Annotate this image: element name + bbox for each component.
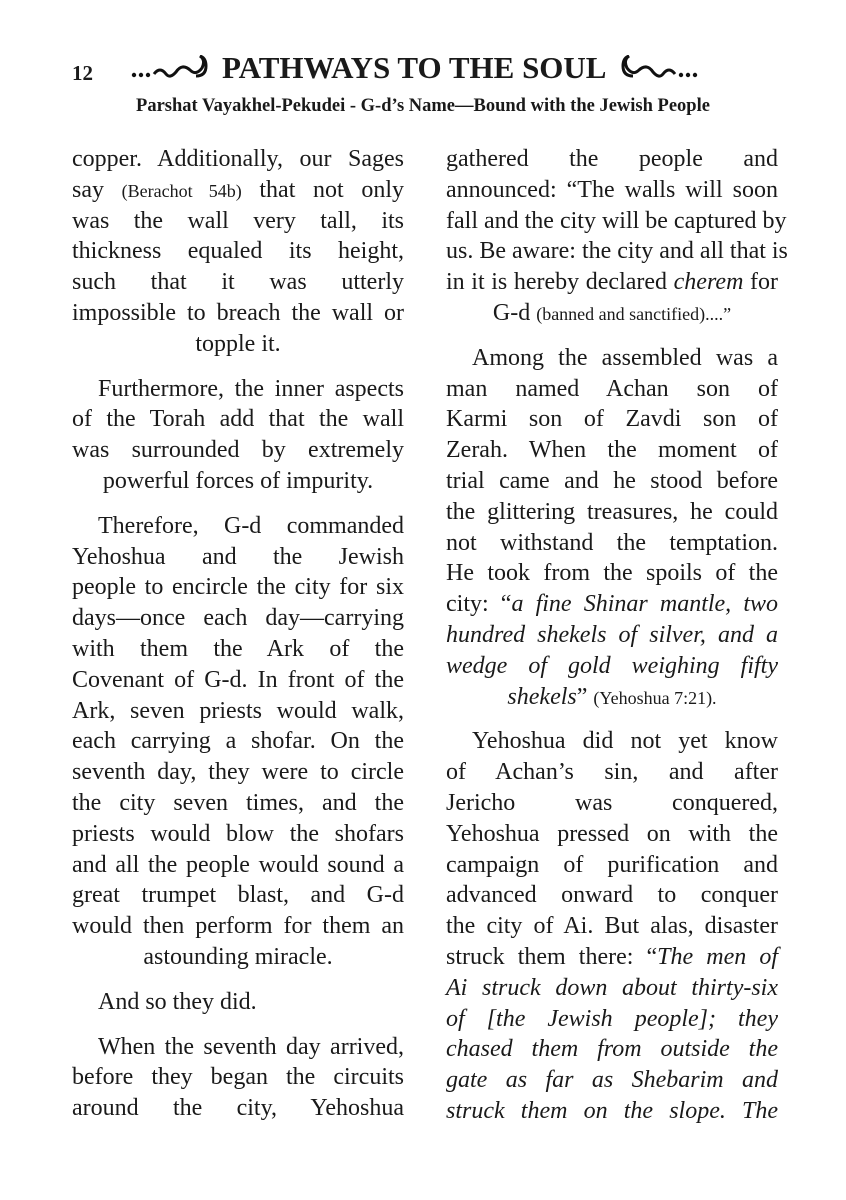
text-segment: astounding miracle. [143, 943, 333, 970]
paragraph [72, 511, 404, 973]
text-segment: great trumpet blast, and G-d [72, 882, 404, 909]
italic-text: shekels [507, 683, 577, 710]
text-line [446, 175, 778, 206]
paragraph [72, 987, 404, 1018]
text-segment: trial came and he stood before [446, 467, 778, 494]
text-segment: such that it was utterly [72, 269, 404, 296]
italic-text: Ai struck down about thirty-six [446, 974, 778, 1001]
chapter-subtitle: Parshat Vayakhel-Pekudei - G-d’s Name—Bound with the Jewish People [136, 96, 710, 116]
text-line [446, 682, 778, 713]
paragraph [72, 1032, 404, 1124]
text-line [446, 850, 778, 881]
text-line [446, 757, 778, 788]
left-column [72, 144, 404, 1138]
text-line [72, 542, 404, 573]
text-line [72, 757, 404, 788]
text-line [446, 589, 778, 620]
text-segment: the glittering treasures, he could [446, 498, 778, 525]
running-header [130, 50, 720, 86]
text-segment: was surrounded by extremely [72, 437, 404, 464]
text-line [72, 572, 404, 603]
paragraph [446, 144, 788, 329]
ornament-right-icon [613, 55, 699, 81]
text-segment: that not only [241, 176, 404, 203]
text-segment: Covenant of G-d. In front of the [72, 666, 404, 693]
text-segment: Zerah. When the moment of [446, 437, 778, 464]
text-segment: in it is hereby declared [446, 269, 674, 296]
paragraph [446, 343, 778, 713]
text-line [446, 911, 778, 942]
text-segment: man named Achan son of [446, 375, 778, 402]
text-line [72, 236, 404, 267]
text-line [446, 404, 778, 435]
text-segment: of Achan’s sin, and after [446, 759, 778, 786]
text-segment: and all the people would sound a [72, 851, 404, 878]
text-line [446, 343, 778, 374]
text-segment: Among the assembled was a [472, 344, 778, 371]
citation: (Berachot 54b) [121, 180, 242, 201]
text-segment: campaign of purification and [446, 851, 778, 878]
text-segment: Yehoshua pressed on with the [446, 820, 778, 847]
text-line [446, 558, 778, 589]
citation: (Yehoshua 7:21). [593, 687, 717, 708]
text-line [446, 144, 778, 175]
text-segment: Furthermore, the inner aspects [98, 375, 404, 402]
text-segment: gathered the people and [446, 146, 778, 172]
text-line [446, 880, 778, 911]
text-segment: Therefore, G-d commanded [98, 512, 404, 539]
text-segment: impossible to breach the wall or [72, 299, 404, 326]
page-number: 12 [72, 61, 93, 85]
text-line [72, 329, 404, 360]
text-line [72, 144, 404, 175]
italic-text: chased them from outside the [446, 1036, 778, 1063]
text-line [72, 175, 404, 206]
text-line [446, 374, 778, 405]
text-segment: with them the Ark of the [72, 635, 404, 662]
text-segment: us. Be aware: the city and all that is [446, 238, 788, 265]
text-segment: around the city, Yehoshua [72, 1095, 404, 1122]
text-line [446, 620, 778, 651]
citation: (banned and sanctified)....” [536, 303, 732, 324]
text-segment: Yehoshua and the Jewish [72, 543, 404, 570]
text-segment: say [72, 176, 122, 203]
text-line [72, 374, 404, 405]
text-line [446, 497, 778, 528]
italic-text: hundred shekels of silver, and a [446, 621, 778, 648]
text-line [72, 788, 404, 819]
text-line [72, 511, 404, 542]
italic-text: The men of [657, 943, 778, 970]
text-segment: for [743, 269, 779, 296]
text-segment: people to encircle the city for six [72, 574, 404, 601]
ornament-left-icon [130, 55, 216, 81]
text-segment: the city of Ai. But alas, disaster [446, 913, 778, 940]
italic-text: struck them on the slope. The [446, 1097, 778, 1124]
text-line [446, 435, 778, 466]
text-segment: topple it. [195, 330, 281, 357]
text-segment: Ark, seven priests would walk, [72, 697, 404, 724]
text-line [72, 987, 404, 1018]
text-segment: not withstand the temptation. [446, 529, 778, 556]
paragraph [446, 726, 778, 1126]
text-line [72, 726, 404, 757]
text-line [72, 911, 404, 942]
text-segment: struck them there: “ [446, 943, 658, 970]
text-line [446, 788, 778, 819]
text-segment: And so they did. [98, 988, 257, 1015]
text-line [446, 1065, 778, 1096]
text-line [72, 466, 404, 497]
text-line [72, 435, 404, 466]
text-line [446, 942, 778, 973]
text-line [446, 528, 778, 559]
text-segment: would then perform for them an [72, 913, 404, 940]
text-line [446, 1096, 778, 1127]
text-line [72, 1032, 404, 1063]
text-segment: Karmi son of Zavdi son of [446, 406, 778, 433]
text-segment: days—once each day—carrying [72, 605, 404, 632]
text-line [72, 206, 404, 237]
text-line [72, 404, 404, 435]
text-segment: the city seven times, and the [72, 789, 404, 816]
text-segment: copper. Additionally, our Sages [72, 146, 404, 172]
text-segment: before they began the circuits [72, 1064, 404, 1091]
text-segment: of the Torah add that the wall [72, 406, 404, 433]
text-line [446, 267, 778, 298]
text-line [446, 236, 788, 267]
text-line [72, 267, 404, 298]
paragraph [72, 374, 404, 497]
text-line [446, 819, 778, 850]
text-line [72, 634, 404, 665]
text-line [446, 1004, 778, 1035]
text-segment: was the wall very tall, its [72, 207, 404, 234]
text-line [446, 726, 778, 757]
text-segment: announced: “The walls will soon [446, 176, 778, 203]
text-segment: He took from the spoils of the [446, 560, 778, 587]
text-line [72, 665, 404, 696]
text-line [446, 466, 778, 497]
italic-text: a fine Shinar mantle, two [511, 591, 778, 618]
italic-text: of [the Jewish people]; they [446, 1005, 778, 1032]
text-segment: Jericho was conquered, [446, 789, 778, 816]
text-segment: advanced onward to conquer [446, 882, 778, 909]
text-line [72, 603, 404, 634]
text-line [72, 1062, 404, 1093]
text-segment: priests would blow the shofars [72, 820, 404, 847]
text-line [446, 298, 778, 329]
book-title: PATHWAYS TO THE SOUL [222, 50, 607, 85]
text-line [446, 973, 778, 1004]
text-line [446, 1034, 778, 1065]
text-segment: When the seventh day arrived, [98, 1033, 404, 1060]
text-line [72, 819, 404, 850]
text-line [72, 298, 404, 329]
text-segment: fall and the city will be captured by [446, 207, 787, 234]
text-line [72, 1093, 404, 1124]
italic-text: cherem [673, 269, 744, 296]
text-segment: powerful forces of impurity. [102, 467, 374, 494]
text-line [72, 880, 404, 911]
text-line [72, 850, 404, 881]
text-line [72, 696, 404, 727]
text-segment: Yehoshua did not yet know [472, 728, 778, 755]
text-line [72, 942, 404, 973]
text-segment: G-d [492, 299, 537, 326]
text-segment: city: “ [446, 591, 512, 618]
text-segment: thickness equaled its height, [72, 238, 404, 265]
text-segment: ” [576, 683, 594, 710]
italic-text: gate as far as Shebarim and [446, 1067, 778, 1094]
text-segment: each carrying a shofar. On the [72, 728, 404, 755]
text-segment: seventh day, they were to circle [72, 759, 404, 786]
right-column [446, 144, 788, 1141]
text-line [446, 651, 778, 682]
italic-text: wedge of gold weighing fifty [446, 652, 778, 679]
text-line [446, 206, 787, 237]
paragraph [72, 144, 404, 360]
